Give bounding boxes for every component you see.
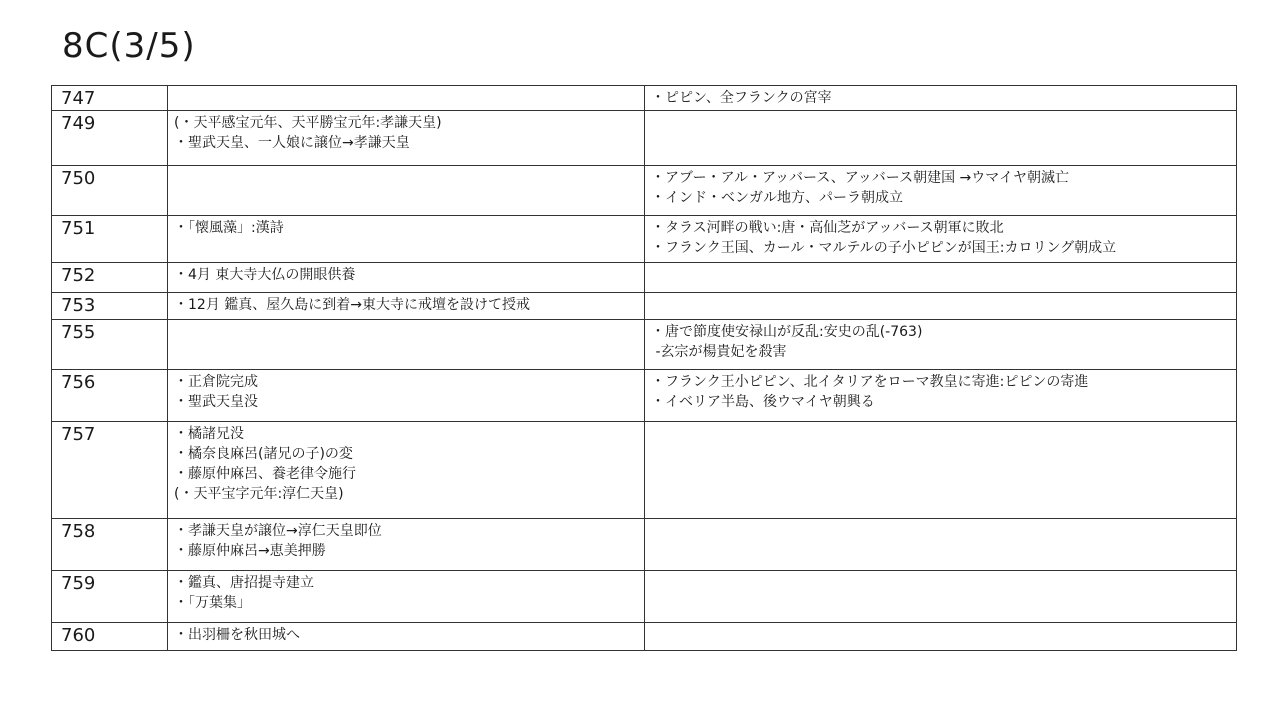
world-event-cell [645,263,1237,293]
year-cell: 750 [52,166,168,216]
japan-event-cell: ・出羽柵を秋田城へ [168,623,645,651]
table-row [52,293,1237,320]
year-cell: 751 [52,216,168,263]
world-event-cell: ・フランク王小ピピン、北イタリアをローマ教皇に寄進:ピピンの寄進 ・イベリア半島、後ウマイヤ朝興る [645,370,1237,422]
japan-event-cell: ・正倉院完成 ・聖武天皇没 [168,370,645,422]
year-cell: 747 [52,86,168,111]
page-title: 8C(3/5) [62,26,196,66]
japan-event-cell: (・天平感宝元年、天平勝宝元年:孝謙天皇) ・聖武天皇、一人娘に譲位→孝謙天皇 [168,111,645,166]
world-event-cell [645,519,1237,571]
year-cell: 749 [52,111,168,166]
table-row [52,370,1237,422]
japan-event-cell: ・4月 東大寺大仏の開眼供養 [168,263,645,293]
world-event-cell: ・唐で節度使安禄山が反乱:安史の乱(-763) -玄宗が楊貴妃を殺害 [645,320,1237,370]
world-event-cell [645,571,1237,623]
japan-event-cell: ・孝謙天皇が譲位→淳仁天皇即位 ・藤原仲麻呂→恵美押勝 [168,519,645,571]
world-event-cell [645,623,1237,651]
japan-event-cell [168,320,645,370]
japan-event-cell [168,166,645,216]
world-event-cell: ・アブー・アル・アッバース、アッバース朝建国 →ウマイヤ朝滅亡 ・インド・ベンガル地方、パーラ朝成立 [645,166,1237,216]
table-row [52,571,1237,623]
table-row [52,422,1237,519]
japan-event-cell [168,86,645,111]
year-cell: 760 [52,623,168,651]
japan-event-cell: ・橘諸兄没 ・橘奈良麻呂(諸兄の子)の変 ・藤原仲麻呂、養老律令施行 (・天平宝字元年:淳仁天皇) [168,422,645,519]
table-row [52,111,1237,166]
table-row [52,623,1237,651]
world-event-cell [645,422,1237,519]
table-row [52,320,1237,370]
year-cell: 753 [52,293,168,320]
japan-event-cell: ・「懐風藻」:漢詩 [168,216,645,263]
year-cell: 752 [52,263,168,293]
japan-event-cell: ・鑑真、唐招提寺建立 ・「万葉集」 [168,571,645,623]
table-row [52,263,1237,293]
world-event-cell [645,293,1237,320]
world-event-cell: ・タラス河畔の戦い:唐・高仙芝がアッバース朝軍に敗北 ・フランク王国、カール・マルテルの子小ピピンが国王:カロリング朝成立 [645,216,1237,263]
world-event-cell [645,111,1237,166]
table-row [52,216,1237,263]
year-cell: 758 [52,519,168,571]
world-event-cell: ・ピピン、全フランクの宮宰 [645,86,1237,111]
table-row [52,86,1237,111]
japan-event-cell: ・12月 鑑真、屋久島に到着→東大寺に戒壇を設けて授戒 [168,293,645,320]
year-cell: 759 [52,571,168,623]
timeline-table [51,85,1237,651]
year-cell: 755 [52,320,168,370]
year-cell: 757 [52,422,168,519]
year-cell: 756 [52,370,168,422]
table-row [52,519,1237,571]
table-row [52,166,1237,216]
